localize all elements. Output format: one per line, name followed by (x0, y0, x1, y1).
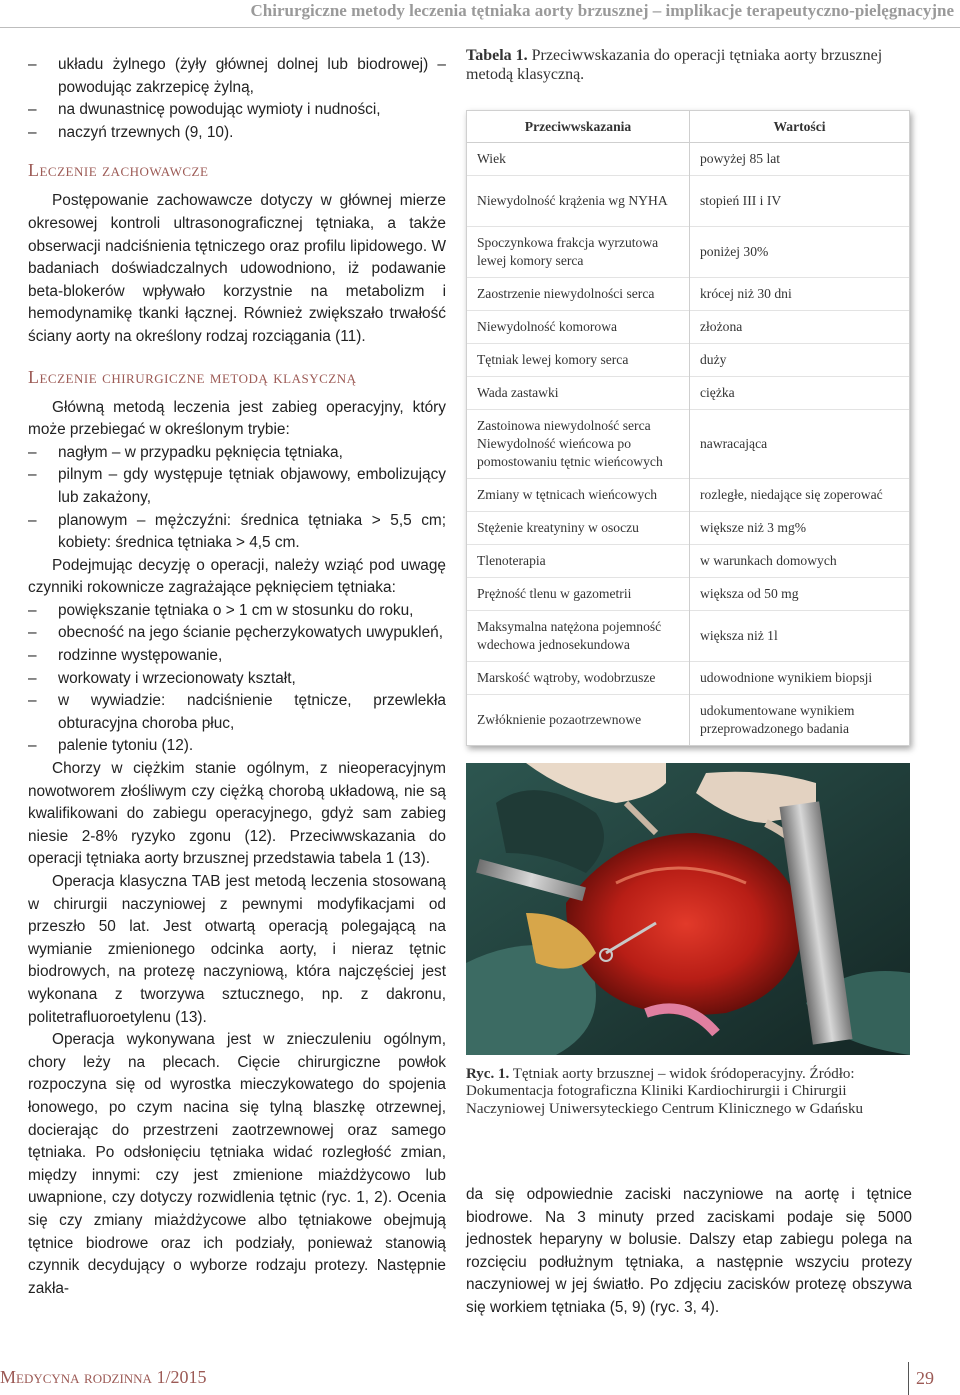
list-item: – palenie tytoniu (12). (28, 735, 446, 758)
table-cell: Tętniak lewej komory serca (467, 344, 690, 377)
table-cell: rozległe, niedające się zoperować (690, 479, 910, 512)
table-cell: powyżej 85 lat (690, 143, 910, 176)
list-item: – planowym – mężczyźni: średnica tętniaka > 5,5 cm; kobiety: średnica tętniaka > 4,5 cm. (28, 510, 446, 555)
section-heading-conservative: Leczenie zachowawcze (28, 160, 209, 181)
table-cell: Zaostrzenie niewydolności serca (467, 278, 690, 311)
list-item: – obecność na jego ścianie pęcherzykowatych uwypukleń, (28, 622, 446, 645)
paragraph: da się odpowiednie zaciski naczyniowe na aortę i tętnice biodrowe. Na 3 minuty przed zaciskami podaje się 5000 jednostek heparyny w bolusie. Dalszy etap zabiegu polega na rozcięciu podłużnym tętniaka, a następnie wszyciu protezy naczyniowej w jej światło. Po zdjęciu zacisków protezę obszywa się workiem tętniaka (5, 9) (ryc. 3, 4). (466, 1186, 912, 1316)
header-rule (0, 27, 960, 28)
list-item: – na dwunastnicę powodując wymioty i nudności, (28, 99, 446, 122)
footer-divider (908, 1362, 909, 1395)
paragraph: Chorzy w ciężkim stanie ogólnym, z nieoperacyjnym nowotworem złośliwym czy ciężką chorobą układową, nie są kwalifikowani do zabiegu operacyjnego, gdyż sam zabieg niesie 2-8% ryzyko zgonu (12). Przeciwwskazania do operacji tętniaka aorty brzusznej przedstawia tabela 1 (13). (28, 760, 446, 868)
list-item: – powiększanie tętniaka o > 1 cm w stosunku do roku, (28, 600, 446, 623)
list-item: – workowaty i wrzecionowaty kształt, (28, 668, 446, 691)
right-column-text (466, 1184, 912, 1320)
table-cell: większe niż 3 mg% (690, 512, 910, 545)
figure-caption-text: Tętniak aorty brzusznej – widok śródoperacyjny. Źródło: Dokumentacja fotograficzna Kliniki Kardiochirurgii i Chirurgii Naczyniowej Uniwersyteckiego Centrum Klinicznego w Gdańsku (466, 1066, 863, 1117)
list-item: – nagłym – w przypadku pęknięcia tętniaka, (28, 442, 446, 465)
table-cell: udowodnione wynikiem biopsji (690, 662, 910, 695)
table-row (467, 176, 909, 227)
table-caption-text: Przeciwwskazania do operacji tętniaka aorty brzusznej metodą klasyczną. (466, 47, 883, 83)
table-row (467, 578, 909, 611)
table-row (467, 695, 909, 746)
list-item: – w wywiadzie: nadciśnienie tętnicze, przewlekła obturacyjna choroba płuc, (28, 690, 446, 735)
table-row (467, 143, 909, 176)
table-row (467, 662, 909, 695)
table-cell: Marskość wątroby, wodobrzusze (467, 662, 690, 695)
journal-footer: Medycyna rodzinna 1/2015 (0, 1367, 207, 1387)
table-cell: Zastoinowa niewydolność serca Niewydolność wieńcowa po pomostowaniu tętnic wieńcowych (467, 410, 690, 479)
table-cell: Wada zastawki (467, 377, 690, 410)
table-cell: Stężenie kreatyniny w osoczu (467, 512, 690, 545)
section-heading-surgical: Leczenie chirurgiczne metodą klasyczną (28, 366, 357, 387)
table-cell: Zmiany w tętnicach wieńcowych (467, 479, 690, 512)
list-item: – układu żylnego (żyły głównej dolnej lub biodrowej) – powodując zakrzepicę żylną, (28, 54, 446, 99)
table-cell: w warunkach domowych (690, 545, 910, 578)
table-row (467, 512, 909, 545)
table-cell: większa niż 1l (690, 611, 910, 662)
table-cell: krócej niż 30 dni (690, 278, 910, 311)
table-row (467, 611, 909, 662)
paragraph: Operacja wykonywana jest w znieczuleniu ogólnym, chory leży na plecach. Cięcie chirurgiczne powłok rozpoczyna się od wyrostka mieczykowatego do spojenia łonowego, po czym nacina się tylną blaszkę otrzewnej, docierając do przestrzeni zaotrzewnowej oraz samego tętniaka. Po odsłonięciu tętniaka widać rozległość zmian, między innymi: czy jest zmienione miażdżycowo lub uwapnione, czy dotyczy rozwidlenia tętnic (ryc. 1, 2). Ocenia się czy zmiany miażdżycowe albo tętniakowe obejmują tętnice biodrowe oraz ich podziały, ponieważ stanowią czynnik decydujący o wyborze rodzaju protezy. Następnie zakła- (28, 1031, 446, 1297)
table-header-contraindications: Przeciwwskazania (467, 111, 690, 143)
contraindications-table (466, 110, 910, 746)
table-cell: większa od 50 mg (690, 578, 910, 611)
table-cell: duży (690, 344, 910, 377)
table-caption (466, 46, 912, 84)
paragraph: Główną metodą leczenia jest zabieg operacyjny, który może przebiegać w określonym trybie: (28, 398, 446, 439)
list-item: – rodzinne występowanie, (28, 645, 446, 668)
table-cell: udokumentowane wynikiem przeprowadzonego badania (690, 695, 910, 746)
table-cell: stopień III i IV (690, 176, 910, 227)
table-row (467, 344, 909, 377)
photo-illustration (466, 763, 910, 1055)
table-row (467, 377, 909, 410)
table-cell: Niewydolność komorowa (467, 311, 690, 344)
figure-caption-label: Ryc. 1. (466, 1066, 510, 1082)
table-cell: Maksymalna natężona pojemność wdechowa jednosekundowa (467, 611, 690, 662)
table-cell: ciężka (690, 377, 910, 410)
table-cell: Tlenoterapia (467, 545, 690, 578)
table-row (467, 278, 909, 311)
running-title: Chirurgiczne metody leczenia tętniaka aorty brzusznej – implikacje terapeutyczno-pielęgnacyjne (250, 1, 954, 20)
table-row (467, 410, 909, 479)
intro-list (28, 54, 446, 144)
table-row (467, 311, 909, 344)
figure-caption (466, 1066, 912, 1118)
intraoperative-photo (466, 763, 910, 1055)
table-cell: Wiek (467, 143, 690, 176)
table-cell: Prężność tlenu w gazometrii (467, 578, 690, 611)
paragraph: Podejmując decyzję o operacji, należy wziąć pod uwagę czynniki rokownicze zagrażające pęknięciem tętniaka: (28, 556, 446, 597)
right-column (466, 46, 912, 746)
modes-list (28, 442, 446, 555)
table-cell: nawracająca (690, 410, 910, 479)
list-item: – naczyń trzewnych (9, 10). (28, 122, 446, 145)
table-cell: złożona (690, 311, 910, 344)
paragraph: Operacja klasyczna TAB jest metodą leczenia stosowaną w chirurgii naczyniowej z pewnymi modyfikacjami od przeszło 50 lat. Jest otwartą operacją polegającą na wymianie zmienionego odcinka aorty, i nieraz tętnic biodrowych, na protezę naczyniową, która najczęściej jest wykonana z tworzywa sztucznego, np. z dakronu, politetrafluoroetylenu (13). (28, 873, 446, 1026)
table-cell: poniżej 30% (690, 227, 910, 278)
table-row (467, 545, 909, 578)
factors-list (28, 600, 446, 758)
left-column (28, 54, 446, 1300)
table-row (467, 227, 909, 278)
list-item: – pilnym – gdy występuje tętniak objawowy, embolizujący lub zakażony, (28, 464, 446, 509)
table-cell: Niewydolność krążenia wg NYHA (467, 176, 690, 227)
table-row (467, 479, 909, 512)
table-cell: Zwłóknienie pozaotrzewnowe (467, 695, 690, 746)
running-header (0, 0, 960, 28)
paragraph: Postępowanie zachowawcze dotyczy w głównej mierze okresowej kontroli ultrasonograficznej tętniaka, a także obserwacji nadciśnienia tętniczego oraz profilu lipidowego. W badaniach doświadczalnych udowodniono, iż podawanie beta-blokerów wpływało korzystnie na metabolizm i hemodynamikę tkanki łącznej. Również zwiększało trwałość ściany aorty na określony rodzaj rozciągania (11). (28, 192, 446, 345)
table-caption-label: Tabela 1. (466, 47, 528, 64)
table-header-values: Wartości (690, 111, 910, 143)
table-cell: Spoczynkowa frakcja wyrzutowa lewej komory serca (467, 227, 690, 278)
page-number: 29 (916, 1368, 934, 1388)
